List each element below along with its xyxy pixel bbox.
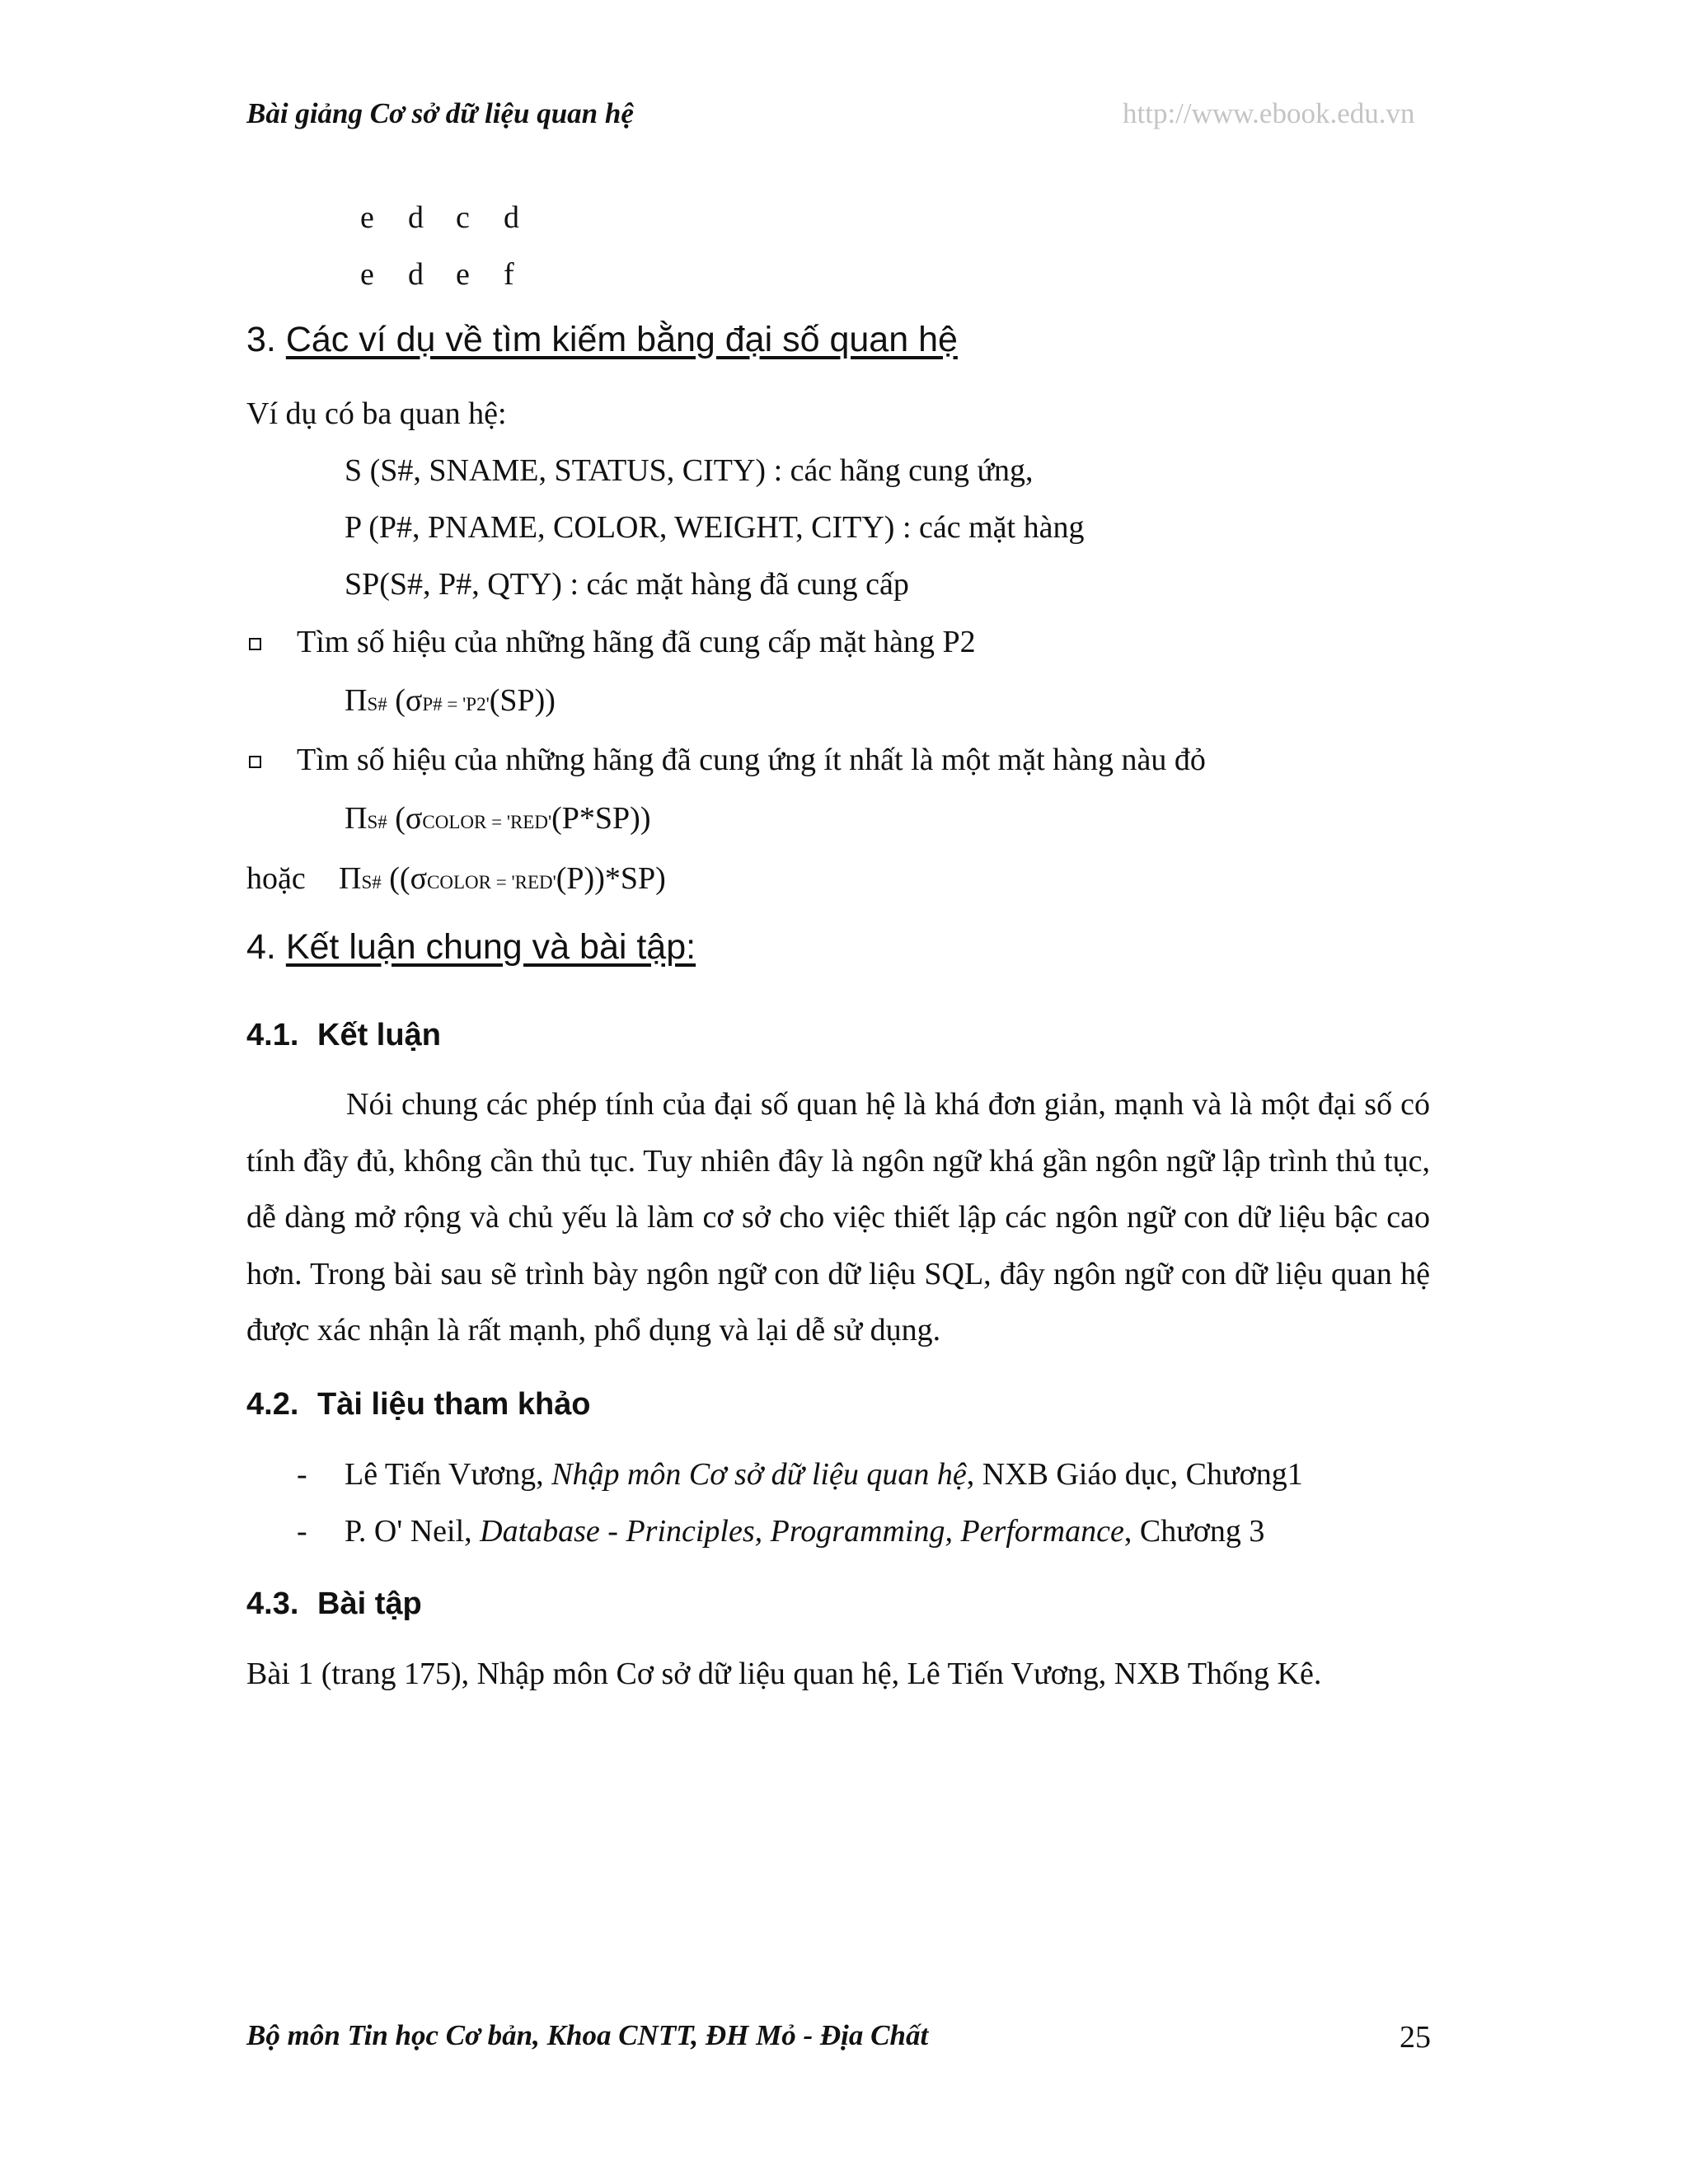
- pi-symbol: Π: [345, 683, 368, 718]
- checkbox-bullet-icon: [249, 638, 261, 650]
- formula-open: (: [387, 801, 406, 836]
- table-cell: e: [456, 257, 470, 292]
- table-cell: d: [408, 257, 424, 292]
- reference-book: Database - Principles, Programming, Performance: [480, 1514, 1124, 1549]
- section-3-heading: [246, 320, 958, 360]
- section-4-2-title: Tài liệu tham khảo: [317, 1387, 591, 1422]
- table-cell: f: [504, 257, 514, 292]
- reference-dash: -: [297, 1514, 307, 1549]
- formula-rest: (P))*SP): [556, 861, 666, 896]
- reference-dash: -: [297, 1457, 307, 1492]
- section-4-1-number: 4.1.: [246, 1018, 299, 1052]
- reference-rest: , NXB Giáo dục, Chương1: [966, 1457, 1303, 1492]
- exercise-text: Bài 1 (trang 175), Nhập môn Cơ sở dữ liệu quan hệ, Lê Tiến Vương, NXB Thống Kê.: [246, 1657, 1322, 1691]
- section-4-3-number: 4.3.: [246, 1586, 299, 1621]
- section-3-title: Các ví dụ về tìm kiếm bằng đại số quan hệ: [285, 320, 958, 359]
- table-cell: d: [504, 200, 519, 235]
- header-title: Bài giảng Cơ sở dữ liệu quan hệ: [246, 97, 634, 129]
- relation-p: P (P#, PNAME, COLOR, WEIGHT, CITY) : các mặt hàng: [345, 510, 1085, 545]
- formula-rest: (SP)): [489, 683, 556, 718]
- table-cell: c: [456, 200, 470, 235]
- pi-symbol: Π: [339, 861, 362, 896]
- query-2-text: Tìm số hiệu của những hãng đã cung ứng ít nhất là một mặt hàng nàu đỏ: [297, 743, 1206, 777]
- sigma-subscript: COLOR = 'RED': [427, 872, 556, 893]
- header-url: http://www.ebook.edu.vn: [1123, 97, 1415, 129]
- section-4-1-title: Kết luận: [317, 1018, 441, 1052]
- section-4-title: Kết luận chung và bài tập:: [285, 927, 696, 967]
- reference-author: Lê Tiến Vương,: [345, 1457, 552, 1492]
- reference-book: Nhập môn Cơ sở dữ liệu quan hệ: [551, 1457, 967, 1492]
- formula-open: ((: [381, 861, 410, 896]
- reference-item: [345, 1513, 1264, 1549]
- section-4-number: 4.: [246, 927, 276, 967]
- query-2-formula: [345, 800, 650, 837]
- section-4-3-title: Bài tập: [317, 1586, 422, 1621]
- table-cell: e: [360, 200, 374, 235]
- sigma-symbol: σ: [405, 801, 423, 836]
- reference-item: [345, 1456, 1303, 1493]
- query-1-formula: [345, 682, 556, 719]
- section-3-number: 3.: [246, 320, 276, 359]
- formula-rest: (P*SP)): [551, 801, 651, 836]
- pi-symbol: Π: [345, 801, 368, 836]
- section-4-1-heading: [246, 1018, 441, 1053]
- sigma-symbol: σ: [410, 861, 428, 896]
- table-cell: d: [408, 200, 424, 235]
- reference-rest: , Chương 3: [1123, 1514, 1265, 1549]
- table-row: [360, 199, 551, 236]
- relation-s: S (S#, SNAME, STATUS, CITY) : các hãng cung ứng,: [345, 453, 1034, 488]
- relation-sp: SP(S#, P#, QTY) : các mặt hàng đã cung cấp: [345, 567, 909, 602]
- sigma-subscript: COLOR = 'RED': [422, 812, 552, 832]
- section-4-2-heading: [246, 1387, 591, 1422]
- table-cell: e: [360, 257, 374, 292]
- checkbox-bullet-icon: [249, 756, 261, 768]
- sigma-symbol: σ: [405, 683, 423, 718]
- conclusion-paragraph: [246, 1076, 1430, 1359]
- page-number: 25: [1400, 2020, 1431, 2055]
- footer-department: Bộ môn Tin học Cơ bản, Khoa CNTT, ĐH Mỏ - Địa Chất: [246, 2019, 929, 2051]
- section-4-heading: [246, 927, 696, 968]
- alt-lead: hoặc: [246, 861, 306, 896]
- section-4-2-number: 4.2.: [246, 1387, 299, 1422]
- pi-subscript: S#: [361, 872, 382, 893]
- section-4-3-heading: [246, 1586, 422, 1622]
- query-2-alt-formula: [246, 860, 666, 897]
- query-1-text: Tìm số hiệu của những hãng đã cung cấp mặt hàng P2: [297, 625, 976, 659]
- section-3-intro: Ví dụ có ba quan hệ:: [246, 396, 507, 431]
- pi-subscript: S#: [367, 812, 387, 832]
- reference-author: P. O' Neil,: [345, 1514, 481, 1549]
- sigma-subscript: P# = 'P2': [422, 694, 490, 715]
- pi-subscript: S#: [367, 694, 387, 715]
- formula-open: (: [387, 683, 406, 718]
- table-row: [360, 256, 551, 293]
- conclusion-text: Nói chung các phép tính của đại số quan hệ là khá đơn giản, mạnh và là một đại số có tính đầy đủ, không cần thủ tục. Tuy nhiên đây là ngôn ngữ khá gần ngôn ngữ lập trình thủ tục, dễ dàng mở rộng và chủ yếu là làm cơ sở cho việc thiết lập các ngôn ngữ con dữ liệu bậc cao hơn. Trong bài sau sẽ trình bày ngôn ngữ con dữ liệu SQL, đây ngôn ngữ con dữ liệu quan hệ được xác nhận là rất mạnh, phổ dụng và lại dễ sử dụng.: [246, 1087, 1430, 1347]
